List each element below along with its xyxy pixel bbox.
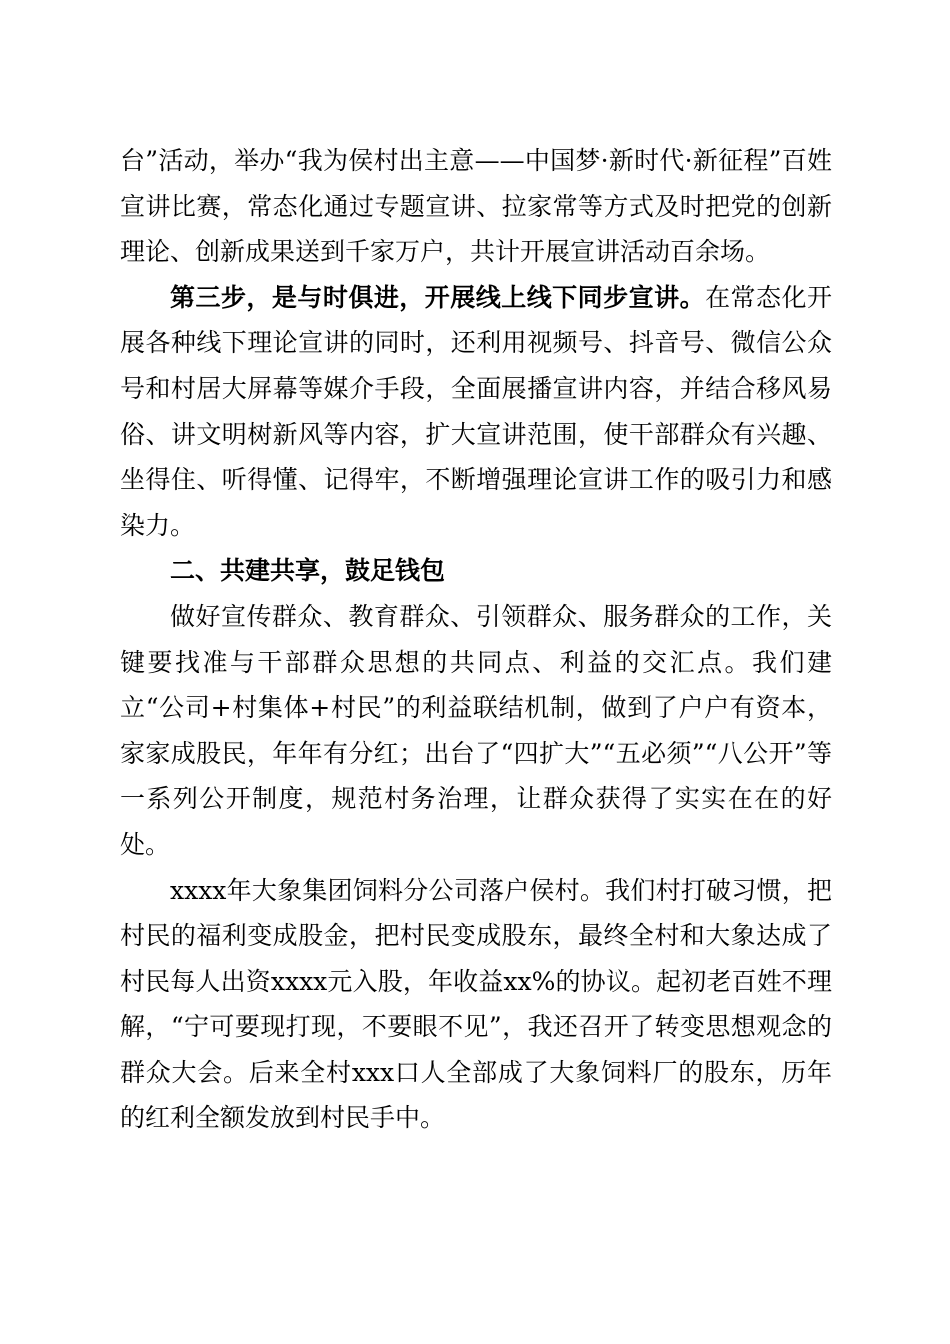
section-two-paragraph-2: xxxx年大象集团饲料分公司落户侯村。我们村打破习惯，把村民的福利变成股金，把村民变成股东，最终全村和大象达成了村民每人出资xxxx元入股，年收益xx%的协议。起初老百姓不理解，“宁可要现打现，不要眼不见”，我还召开了转变思想观念的群众大会。后来全村xxx口人全部成了大象饲料厂的股东，历年的红利全额发放到村民手中。 (120, 875, 832, 1133)
continued-paragraph: 台”活动，举办“我为侯村出主意——中国梦·新时代·新征程”百姓宣讲比赛，常态化通过专题宣讲、拉家常等方式及时把党的创新理论、创新成果送到千家万户，共计开展宣讲活动百余场。 (120, 146, 832, 267)
step-three-paragraph (120, 275, 832, 549)
document-page (120, 138, 832, 1141)
section-two-paragraph-1: 做好宣传群众、教育群众、引领群众、服务群众的工作，关键要找准与干部群众思想的共同点、利益的交汇点。我们建立“公司+村集体+村民”的利益联结机制，做到了户户有资本，家家成股民，年年有分红；出台了“四扩大”“五必须”“八公开”等一系列公开制度，规范村务治理，让群众获得了实实在在的好处。 (120, 601, 832, 859)
step-three-body: 在常态化开展各种线下理论宣讲的同时，还利用视频号、抖音号、微信公众号和村居大屏幕等媒介手段，全面展播宣讲内容，并结合移风易俗、讲文明树新风等内容，扩大宣讲范围，使干部群众有兴趣、坐得住、听得懂、记得牢，不断增强理论宣讲工作的吸引力和感染力。 (120, 282, 832, 540)
section-two-heading: 二、共建共享，鼓足钱包 (170, 556, 446, 586)
step-three-lead: 第三步，是与时俱进，开展线上线下同步宣讲。 (170, 282, 706, 312)
